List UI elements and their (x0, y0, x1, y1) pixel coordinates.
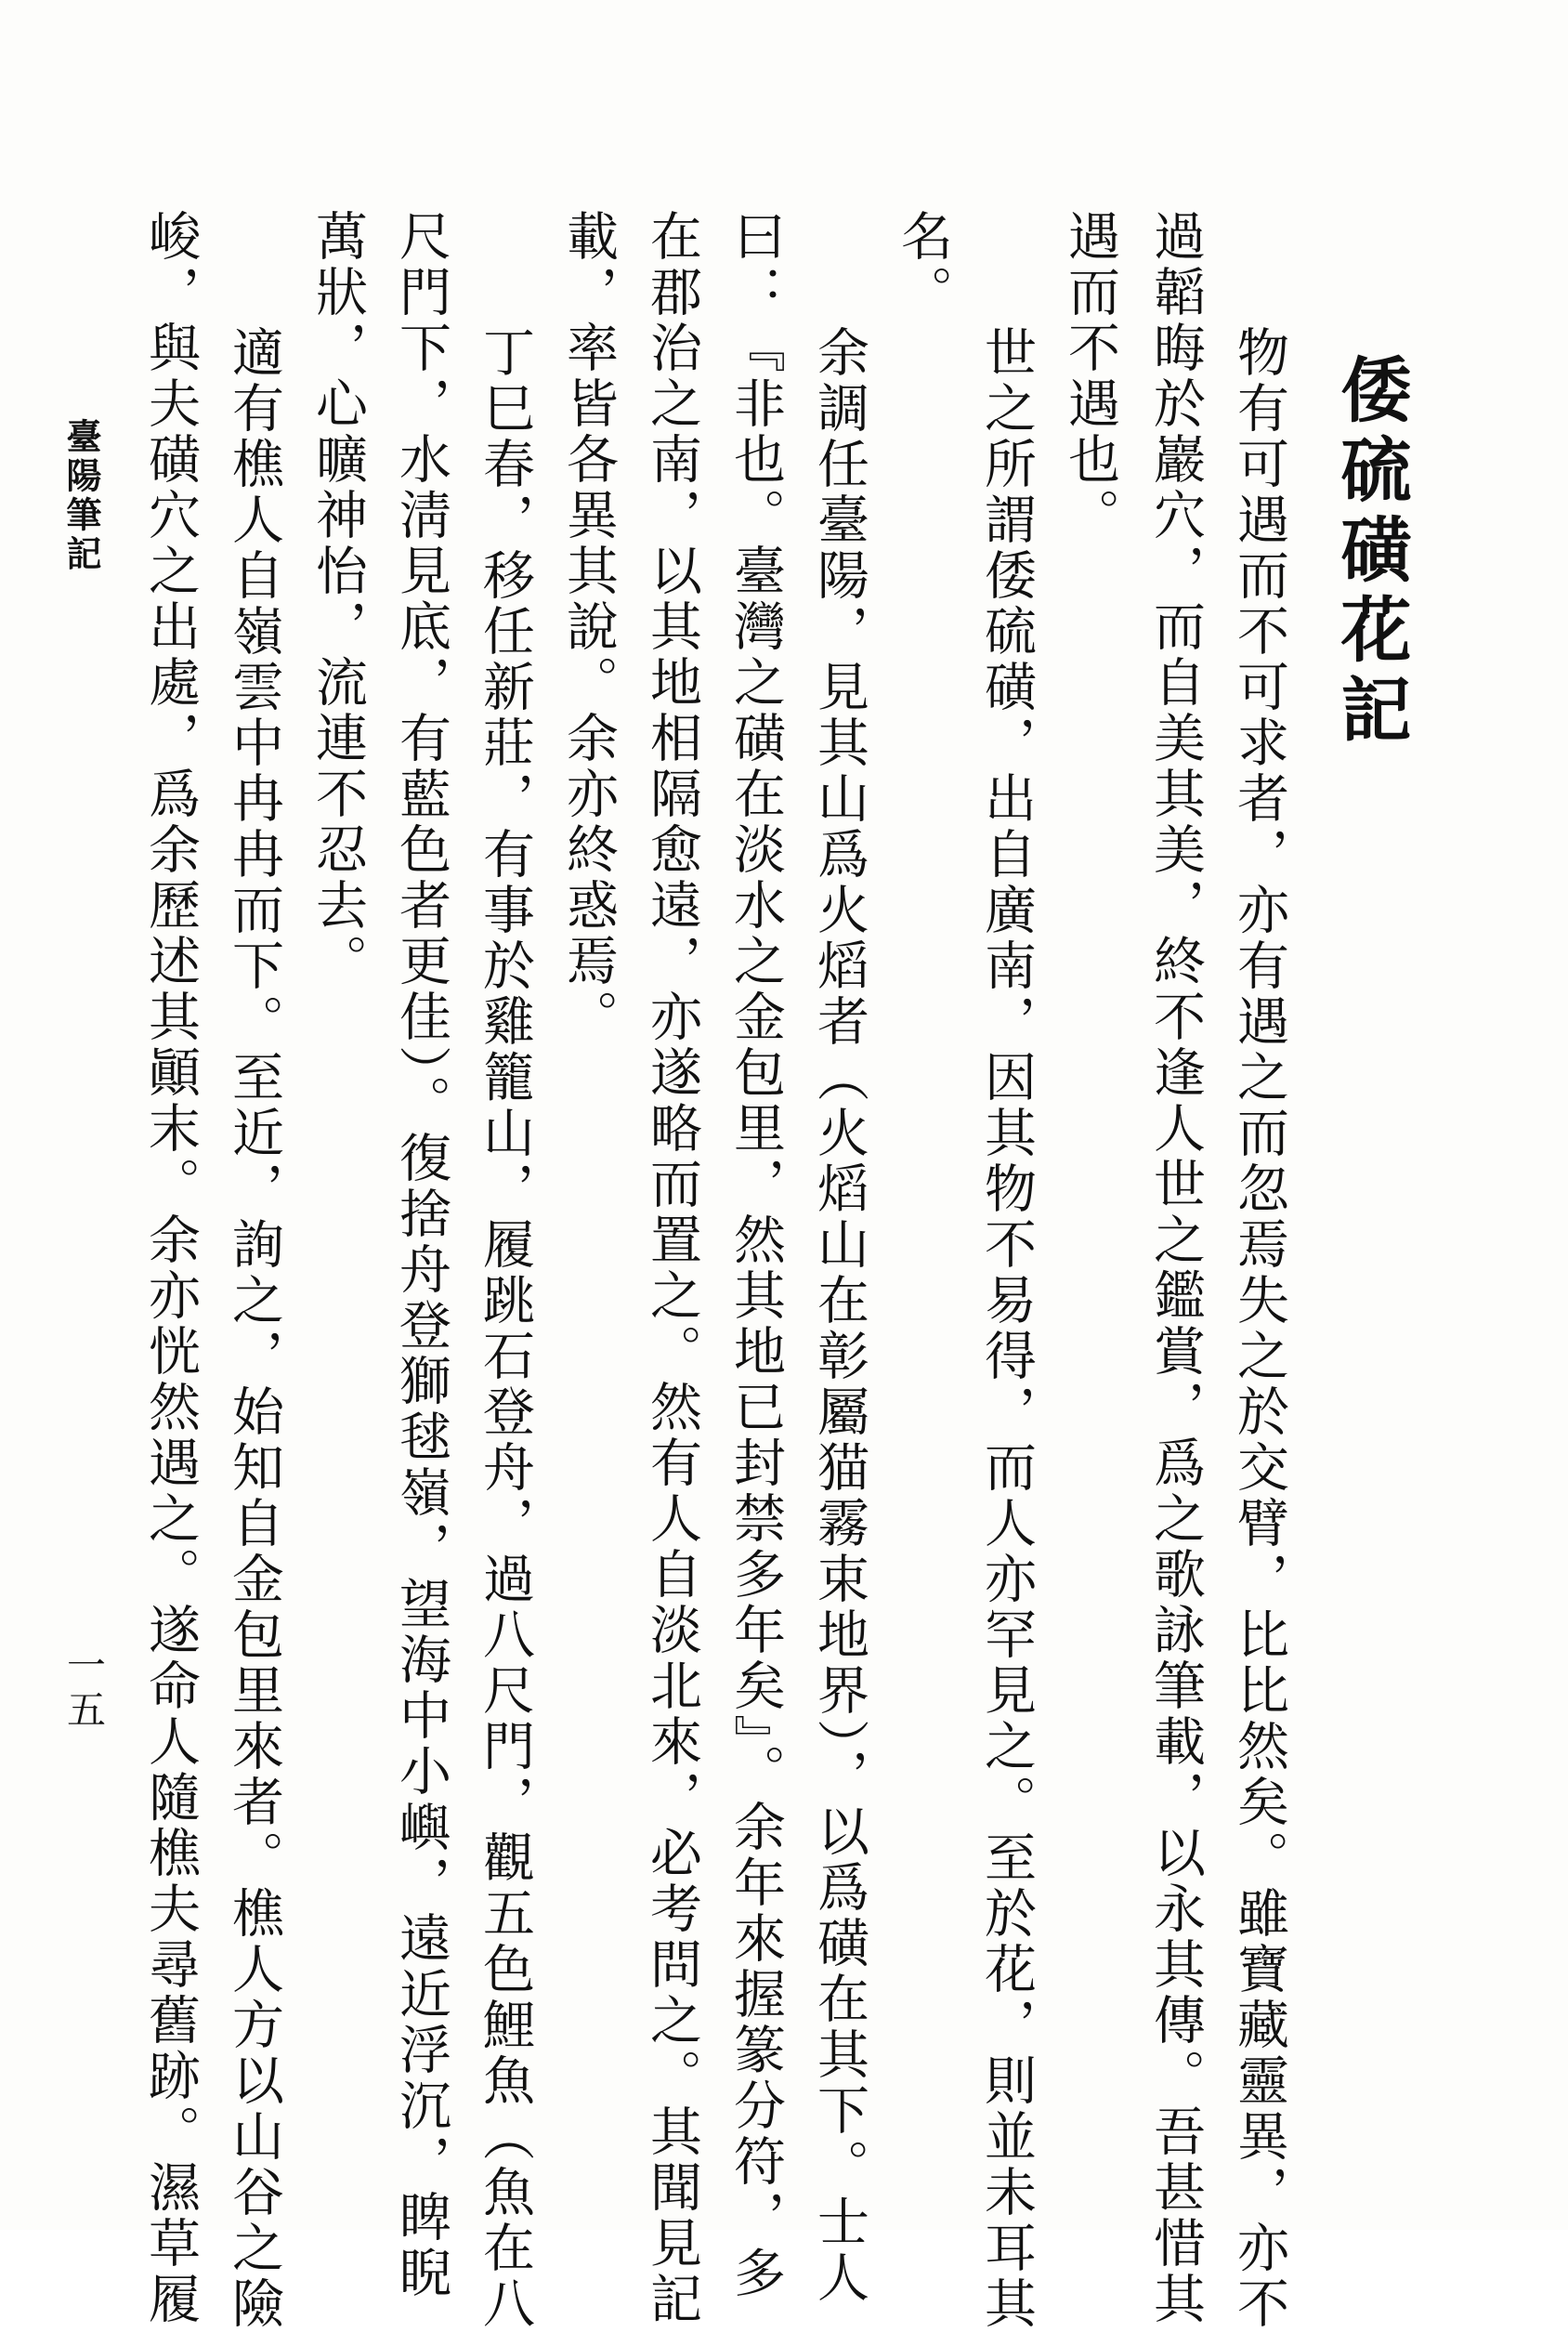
running-head: 臺陽筆記 (60, 418, 102, 574)
text-line-12: 萬狀，心曠神怡，流連不忍去。 (307, 209, 368, 989)
text-line-7: 曰：『非也。臺灣之磺在淡水之金包里，然其地已封禁多年矣』。余年來握篆分符，多 (725, 209, 786, 2301)
text-line-14: 峻，與夫磺穴之出處，爲余歷述其顚末。余亦恍然遇之。遂命人隨樵夫尋舊跡。濕草履 (140, 209, 201, 2327)
text-line-8: 在郡治之南，以其地相隔愈遠，亦遂略而置之。然有人自淡北來，必考問之。其聞見記 (642, 209, 702, 2327)
text-line-11: 尺門下，水淸見底，有藍色者更佳）。復捨舟登獅毬嶺，望海中小嶼，遠近浮沉，睥睨 (391, 209, 451, 2301)
text-line-5: 名。 (893, 209, 953, 321)
page-number: 一五 (61, 1644, 107, 1734)
text-line-13: 適有樵人自嶺雲中冉冉而下。至近，詢之，始知自金包里來者。樵人方以山谷之險 (224, 325, 284, 2332)
text-line-10: 丁巳春，移任新莊，有事於雞籠山，履跳石登舟，過八尺門，觀五色鯉魚（魚在八 (475, 325, 535, 2332)
text-line-1: 物有可遇而不可求者，亦有遇之而忽焉失之於交臂，比比然矣。雖寶藏靈異，亦不 (1229, 325, 1289, 2332)
text-line-3: 遇而不遇也。 (1060, 209, 1120, 544)
text-line-6: 余調任臺陽，見其山爲火熖者（火熖山在彰屬猫霧束地界），以爲磺在其下。士人 (809, 325, 869, 2306)
text-line-9: 載，率皆各異其說。余亦終惑焉。 (558, 209, 619, 1045)
page-title: 倭硫磺花記 (1329, 353, 1412, 753)
text-line-4: 世之所謂倭硫磺，出自廣南，因其物不易得，而人亦罕見之。至於花，則並未耳其 (976, 325, 1037, 2332)
text-line-2: 過韜晦於巖穴，而自美其美，終不逢人世之鑑賞，爲之歌詠筆載，以永其傳。吾甚惜其 (1145, 209, 1206, 2327)
